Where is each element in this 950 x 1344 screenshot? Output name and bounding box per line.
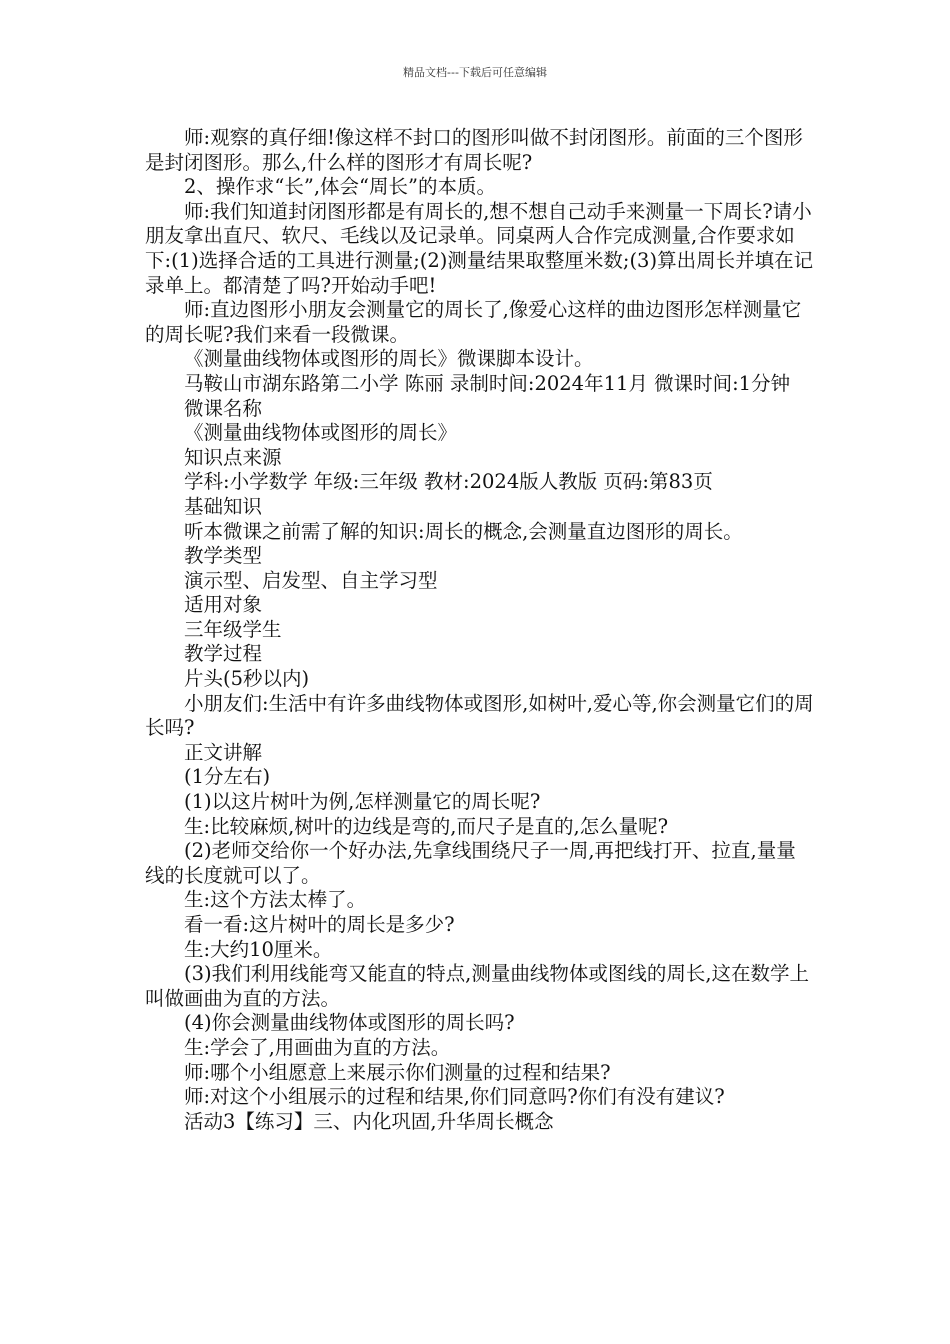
paragraph: 《测量曲线物体或图形的周长》	[184, 421, 458, 445]
paragraph: 生:这个方法太棒了。	[184, 888, 367, 912]
paragraph: 小朋友们:生活中有许多曲线物体或图形,如树叶,爱心等,你会测量它们的周长吗?	[145, 691, 814, 740]
paragraph: (1分左右)	[184, 765, 271, 789]
paragraph: 马鞍山市湖东路第二小学 陈丽 录制时间:2024年11月 微课时间:1分钟	[184, 371, 791, 395]
paragraph: 生:比较麻烦,树叶的边线是弯的,而尺子是直的,怎么量呢?	[184, 814, 669, 838]
paragraph: 师:我们知道封闭图形都是有周长的,想不想自己动手来测量一下周长?请小朋友拿出直尺、软尺、毛线以及记录单。同桌两人合作完成测量,合作要求如下:(1)选择合适的工具进行测量;(2)测量结果取整厘米数;(3)算出周长并填在记录单上。都清楚了吗?开始动手吧!	[145, 199, 814, 297]
paragraph: (4)你会测量曲线物体或图形的周长吗?	[184, 1011, 515, 1035]
paragraph: 师:对这个小组展示的过程和结果,你们同意吗?你们有没有建议?	[184, 1085, 725, 1109]
paragraph: (2)老师交给你一个好办法,先拿线围绕尺子一周,再把线打开、拉直,量量线的长度就可以了。	[145, 839, 796, 887]
paragraph: 师:直边图形小朋友会测量它的周长了,像爱心这样的曲边图形怎样测量它的周长呢?我们来看一段微课。	[145, 298, 802, 346]
paragraph: 学科:小学数学 年级:三年级 教材:2024版人教版 页码:第83页	[184, 470, 713, 494]
page-header: 精品文档---下载后可任意编辑	[403, 66, 547, 79]
section-label: 基础知识	[184, 494, 263, 518]
paragraph: 听本微课之前需了解的知识:周长的概念,会测量直边图形的周长。	[184, 519, 743, 543]
paragraph: (3)我们利用线能弯又能直的特点,测量曲线物体或图线的周长,这在数学上叫做画曲为直的方法。	[145, 962, 810, 1010]
section-label: 适用对象	[184, 593, 263, 617]
section-label: 教学过程	[184, 642, 263, 666]
paragraph: 演示型、启发型、自主学习型	[184, 568, 438, 592]
section-label: 教学类型	[184, 544, 263, 568]
section-label: 正文讲解	[184, 740, 263, 764]
section-label: 知识点来源	[184, 445, 282, 469]
activity-heading: 活动3【练习】三、内化巩固,升华周长概念	[184, 1109, 554, 1133]
paragraph: 三年级学生	[184, 617, 282, 641]
paragraph: 片头(5秒以内)	[184, 667, 310, 691]
document-body	[145, 126, 815, 1134]
paragraph: (1)以这片树叶为例,怎样测量它的周长呢?	[184, 790, 541, 814]
paragraph: 生:学会了,用画曲为直的方法。	[184, 1035, 451, 1059]
paragraph: 生:大约10厘米。	[184, 937, 333, 961]
section-label: 微课名称	[184, 396, 263, 420]
paragraph: 师:观察的真仔细!像这样不封口的图形叫做不封闭图形。前面的三个图形是封闭图形。那么,什么样的图形才有周长呢?	[145, 126, 803, 174]
paragraph: 《测量曲线物体或图形的周长》微课脚本设计。	[184, 347, 594, 371]
paragraph: 看一看:这片树叶的周长是多少?	[184, 913, 455, 936]
paragraph: 师:哪个小组愿意上来展示你们测量的过程和结果?	[184, 1060, 611, 1084]
paragraph: 2、操作求“长”,体会“周长”的本质。	[184, 175, 496, 199]
